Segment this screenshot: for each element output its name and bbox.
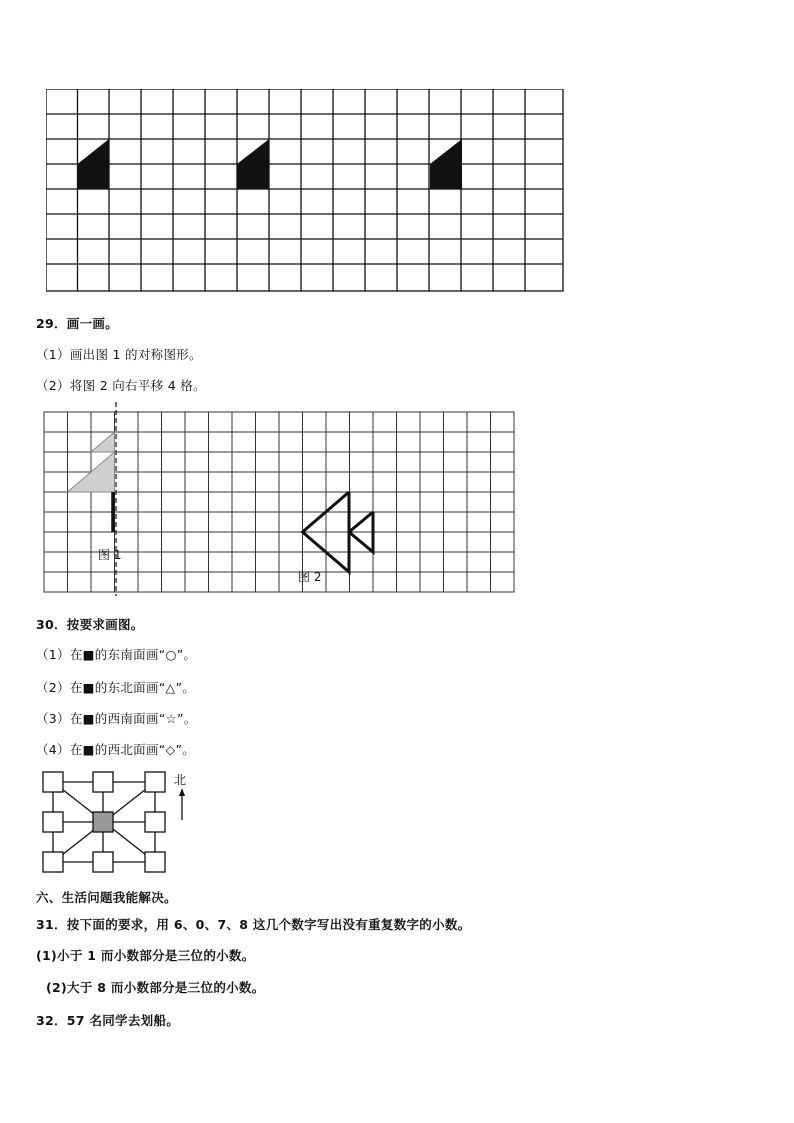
box-sw	[43, 852, 63, 872]
box-nw	[43, 772, 63, 792]
shaded-shape-1	[78, 139, 110, 189]
q30-title: 30．按要求画图。	[36, 617, 144, 632]
direction-diagram	[38, 768, 198, 876]
box-s	[93, 852, 113, 872]
q31-item-1: (1)小于 1 而小数部分是三位的小数。	[36, 948, 255, 963]
q29-title: 29．画一画。	[36, 316, 118, 331]
top-grid	[46, 89, 566, 294]
q30-item-3: （3）在■的西南面画“☆”。	[36, 711, 197, 726]
q29-grid	[42, 402, 518, 596]
shaded-shape-3	[430, 139, 462, 189]
north-arrow-icon	[179, 788, 185, 820]
q29-item-2: （2）将图 2 向右平移 4 格。	[36, 378, 206, 393]
box-center	[93, 812, 113, 832]
box-w	[43, 812, 63, 832]
section-6-title: 六、生活问题我能解决。	[36, 890, 177, 905]
figure-1-label: 图 1	[98, 548, 122, 562]
q31-title: 31．按下面的要求，用 6、0、7、8 这几个数字写出没有重复数字的小数。	[36, 917, 471, 932]
north-label: 北	[174, 773, 187, 787]
figure-2-label: 图 2	[298, 570, 322, 584]
q29-item-1: （1）画出图 1 的对称图形。	[36, 347, 202, 362]
q30-item-2: （2）在■的东北面画“△”。	[36, 680, 196, 695]
box-n	[93, 772, 113, 792]
box-e	[145, 812, 165, 832]
q31-item-2: (2)大于 8 而小数部分是三位的小数。	[46, 980, 265, 995]
box-se	[145, 852, 165, 872]
q32-title: 32．57 名同学去划船。	[36, 1013, 180, 1028]
q30-item-4: （4）在■的西北面画“◇”。	[36, 742, 196, 757]
box-ne	[145, 772, 165, 792]
shaded-shape-2	[237, 139, 269, 189]
q30-item-1: （1）在■的东南面画“○”。	[36, 647, 197, 662]
